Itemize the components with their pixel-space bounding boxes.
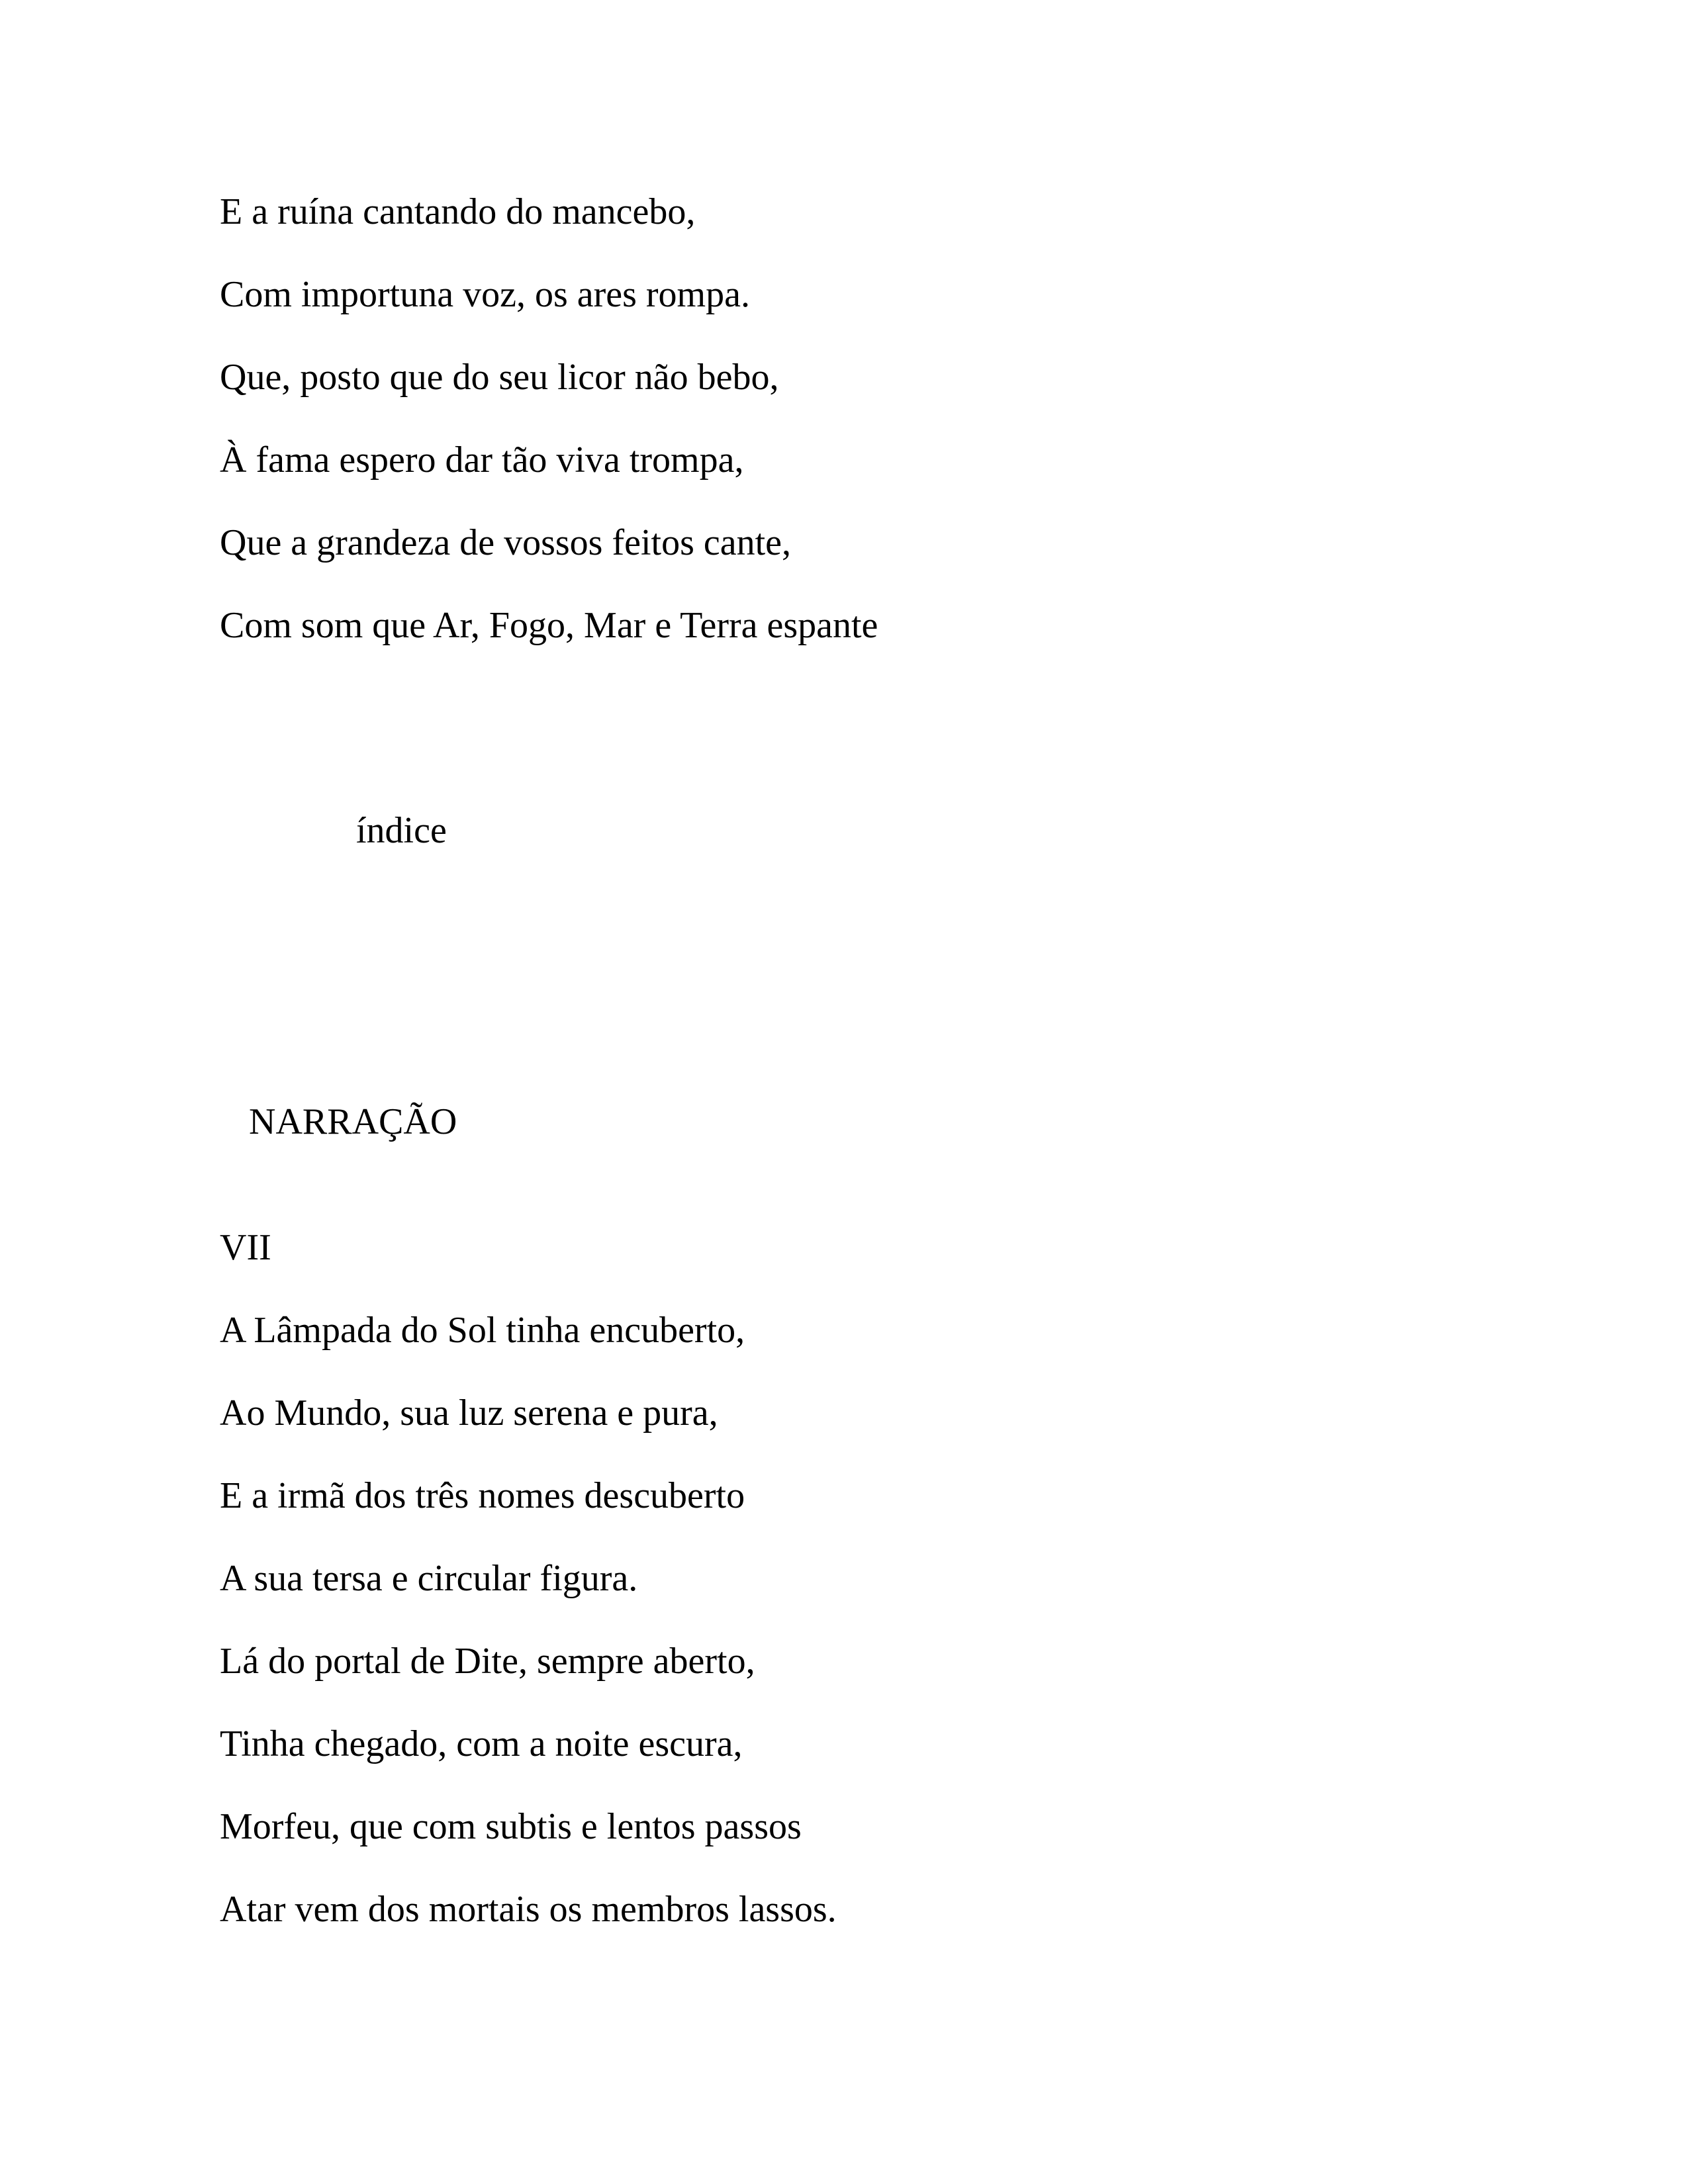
verse-line: Morfeu, que com subtis e lentos passos bbox=[220, 1806, 802, 1847]
verse-line: Que, posto que do seu licor não bebo, bbox=[220, 357, 779, 398]
verse-line: Lá do portal de Dite, sempre aberto, bbox=[220, 1641, 755, 1682]
index-link[interactable]: índice bbox=[356, 810, 447, 851]
verse-line: A sua tersa e circular figura. bbox=[220, 1558, 638, 1599]
verse-line: Atar vem dos mortais os membros lassos. bbox=[220, 1889, 837, 1930]
verse-line: Que a grandeza de vossos feitos cante, bbox=[220, 522, 791, 563]
verse-line: À fama espero dar tão viva trompa, bbox=[220, 439, 744, 480]
section-title: NARRAÇÃO bbox=[249, 1101, 457, 1142]
stanza-number: VII bbox=[220, 1227, 271, 1268]
verse-line: E a irmã dos três nomes descuberto bbox=[220, 1475, 745, 1516]
verse-line: Ao Mundo, sua luz serena e pura, bbox=[220, 1392, 718, 1433]
verse-line: Com importuna voz, os ares rompa. bbox=[220, 274, 750, 315]
verse-line: Com som que Ar, Fogo, Mar e Terra espante bbox=[220, 605, 878, 646]
verse-line: A Lâmpada do Sol tinha encuberto, bbox=[220, 1310, 745, 1351]
verse-line: E a ruína cantando do mancebo, bbox=[220, 191, 696, 232]
verse-line: Tinha chegado, com a noite escura, bbox=[220, 1723, 743, 1764]
